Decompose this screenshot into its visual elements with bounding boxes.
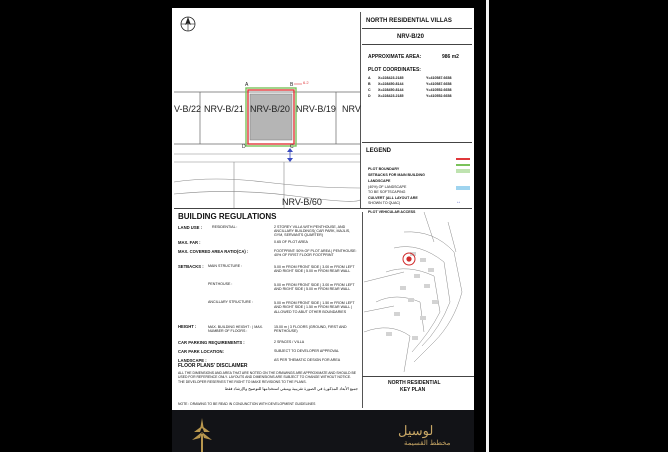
brand-name-ar: لوسيل: [398, 423, 434, 438]
dimension-label: 6.2: [303, 80, 309, 85]
project-title: NORTH RESIDENTIAL VILLAS: [366, 18, 452, 24]
coord-row: D X=228423.2185 Y=410552.6658: [368, 94, 452, 98]
right-edge-strip: [486, 0, 489, 452]
corner-label: D: [242, 144, 246, 150]
disclaimer-title: FLOOR PLANS' DISCLAIMER: [178, 363, 248, 369]
plot-label: V-B/22: [174, 104, 202, 114]
corner-label: B: [290, 82, 294, 88]
plot-code: NRV-B/20: [397, 34, 424, 40]
regulation-row: CAR PARKING REQUIREMENTS : 2 SPACES / VILLA: [178, 340, 305, 345]
vehicular-access-icon: [287, 148, 293, 162]
plot-label: NRV-B/21: [204, 104, 244, 114]
approx-area-value: 986 m2: [442, 54, 459, 60]
legend-item: SETBACKS FOR MAIN BUILDING: [368, 163, 472, 169]
double-arrow-icon: ↔: [456, 199, 461, 205]
regulation-row: ANCILLARY STRUCTURE : 5.00 m FROM FRONT SIDE | 1.50 m FROM LEFT AND RIGHT SIDE | 1.50 m FROM REAR WALL | ALLOWED TO ABUT OTHER BOUNDARIES: [208, 300, 355, 314]
regulation-row: SETBACKS : MAIN STRUCTURE : 5.00 m FROM FRONT SIDE | 3.00 m FROM LEFT AND RIGHT SIDE | 5.00 m FROM REAR WALL: [178, 264, 355, 274]
legend-list: [368, 157, 472, 214]
coords-title: PLOT COORDINATES:: [368, 67, 421, 73]
legend-item: (40%) OF LANDSCAPE: [368, 185, 407, 189]
legend-item: PLOT BOUNDARY: [368, 157, 472, 163]
corner-label: C: [290, 144, 294, 150]
plot-label: NRV-B/60: [282, 197, 322, 207]
key-plan-label-2: KEY PLAN: [400, 387, 426, 393]
regulation-row: LANDSCAPE : AS PER THEMATIC DESIGN FOR AREA: [178, 358, 341, 363]
legend-item: CULVERT (ALL LAYOUT ARE: [368, 186, 472, 191]
plot-label: NRV: [342, 104, 361, 114]
north-arrow-icon: [181, 17, 195, 31]
coords-list: [368, 77, 472, 101]
regulations-title: BUILDING REGULATIONS: [178, 212, 277, 221]
plot-label: NRV-B/19: [296, 104, 336, 114]
coord-row: B X=228450.8144 Y=410587.6658: [368, 82, 452, 86]
legend-item: PLOT VEHICULAR ACCESS ↔: [368, 199, 461, 214]
buildable-area: [250, 94, 292, 140]
legend-item: SHOWN TO QUAC): [368, 201, 401, 205]
approx-area-label: APPROXIMATE AREA:: [368, 54, 422, 60]
regulation-row: MAX. FAR : 0.65 OF PLOT AREA: [178, 240, 308, 245]
location-marker-icon: [403, 253, 415, 265]
disclaimer-text-ar: جميع الأبعاد المذكورة في الصورة تقريبية وينبغي استخدامها للتوضيح والإرشاد فقط: [224, 386, 358, 391]
plot-label-selected: NRV-B/20: [250, 104, 290, 114]
regulation-row: HEIGHT : MAX. BUILDING HEIGHT : | MAX. NUMBER OF FLOORS : 15.00 m | 3 FLOORS (GROUND, FIRST AND PENTHOUSE): [178, 324, 347, 334]
regulation-row: MAX. COVERED AREA RATIO(CA) : FOOTPRINT: 50% OF PLOT AREA | PENTHOUSE: 40% OF FIRST FLOOR FOOTPRINT: [178, 249, 357, 257]
regulations-list: [178, 226, 360, 367]
coord-row: C X=228450.8144 Y=410552.6658: [368, 88, 452, 92]
corner-label: A: [245, 82, 249, 88]
key-plan-map: [364, 212, 472, 374]
coord-row: A X=228423.2185 Y=410587.6658: [368, 76, 452, 80]
regulation-row: PENTHOUSE : 5.00 m FROM FRONT SIDE | 3.00 m FROM LEFT AND RIGHT SIDE | 5.00 m FROM REAR WALL: [208, 282, 355, 292]
regulation-row: LAND USE : RESIDENTIAL : 2 STOREY VILLA WITH PENTHOUSE, AND ANCILLARY BUILDINGS( CAR PARK, MAJLIS, GYM, SERVANTS QUARTER): [178, 225, 351, 237]
disclaimer-text-en: ALL THE DIMENSIONS AND AREA THAT ARE NOTED ON THE DRAWINGS ARE APPROXIMATE AND SHOULD BE USED FOR REFERENCE ONLY. LAYOUTS AND DIMENSIONS ARE SUBJECT TO CHANGE WITHOUT NOTICE. THE DEVELOPER RESERVES THE RIGHT TO MAKE REVISIONS TO THE PLANS.: [178, 371, 356, 384]
legend-item: LANDSCAPE: [368, 169, 472, 175]
regulation-row: CAR PARK LOCATION: SUBJECT TO DEVELOPER APPROVAL: [178, 349, 340, 354]
drawing-note: NOTE : DRAWING TO BE READ IN CONJUNCTION WITH DEVELOPMENT GUIDELINES: [178, 402, 316, 406]
legend-item: TO BE SOFTSCAPING: [368, 190, 406, 194]
palm-logo-icon: [190, 416, 214, 452]
legend-title: LEGEND: [366, 148, 392, 154]
key-plan-label: NORTH RESIDENTIAL: [388, 380, 441, 386]
brand-sub-ar: مخطط القسيمة: [404, 440, 451, 447]
